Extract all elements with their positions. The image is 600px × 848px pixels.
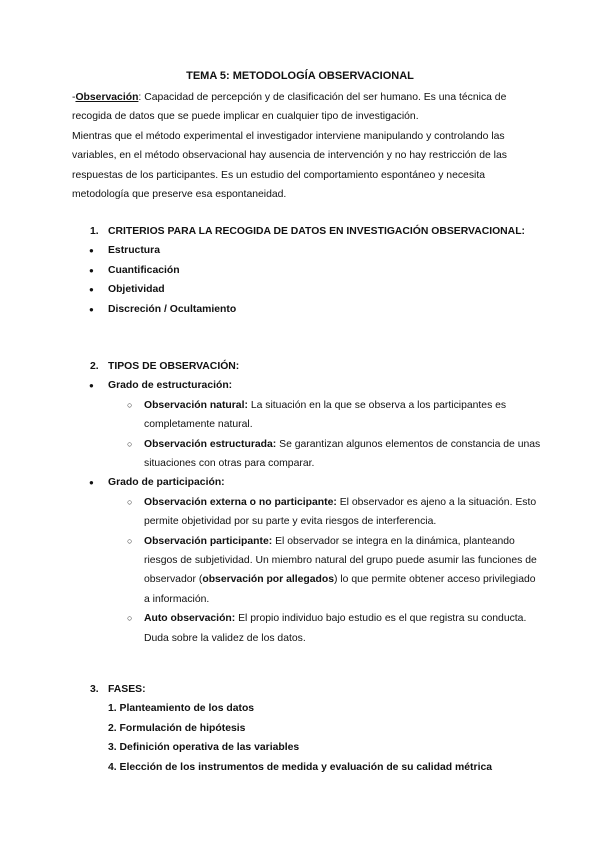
- list-item: 1. Planteamiento de los datos: [108, 703, 255, 715]
- section-criterios: [72, 222, 542, 319]
- intro-block: [72, 88, 532, 204]
- intro-term: Observación: [75, 92, 139, 103]
- section-tipos: [72, 357, 542, 648]
- list-item: 4. Elección de los instrumentos de medida y evaluación de su calidad métrica: [108, 761, 493, 773]
- section-3-heading: 3. FASES:: [90, 684, 146, 695]
- list-item: ○ Observación externa o no participante: El observador es ajeno a la situación. Esto permite objetividad por su parte y evita riesgos de interferencia.: [72, 493, 542, 532]
- list-item: ○ Observación participante: El observador se integra en la dinámica, planteando riesgos de subjetividad. Un miembro natural del grupo puede asumir las funciones de observador (observación por allegados) lo que permite obtener acceso privilegiado a información.: [72, 532, 542, 610]
- list-item: 2. Formulación de hipótesis: [108, 722, 246, 734]
- document-title: TEMA 5: METODOLOGÍA OBSERVACIONAL: [186, 70, 414, 82]
- intro-definition: -Observación: Capacidad de percepción y de clasificación del ser humano. Es una técnica de recogida de datos que se puede implicar en cualquier tipo de investigación.: [72, 92, 507, 123]
- list-item: 3. Definición operativa de las variables: [108, 742, 300, 754]
- group-label: ● Grado de estructuración:: [72, 376, 542, 395]
- list-item: ● Estructura: [72, 241, 542, 260]
- section-2-heading: 2. TIPOS DE OBSERVACIÓN:: [90, 361, 240, 372]
- list-item: ○ Auto observación: El propio individuo bajo estudio es el que registra su conducta. Duda sobre la validez de los datos.: [72, 609, 542, 648]
- section-fases: [72, 680, 542, 777]
- intro-paragraph: Mientras que el método experimental el investigador interviene manipulando y controlando las variables, en el método observacional hay ausencia de intervención y no hay restricción de las respuestas de los participantes. Es un estudio del comportamiento espontáneo y necesita metodología que preserve esa espontaneidad.: [72, 130, 507, 201]
- group-label: ● Grado de participación:: [72, 473, 542, 492]
- list-item: ○ Observación natural: La situación en la que se observa a los participantes es completamente natural.: [72, 396, 542, 435]
- list-item: ● Cuantificación: [72, 261, 542, 280]
- section-1-heading: 1. CRITERIOS PARA LA RECOGIDA DE DATOS EN INVESTIGACIÓN OBSERVACIONAL:: [90, 226, 525, 237]
- list-item: ○ Observación estructurada: Se garantizan algunos elementos de constancia de unas situaciones con otras para comparar.: [72, 435, 542, 474]
- list-item: ● Discreción / Ocultamiento: [72, 300, 542, 319]
- list-item: ● Objetividad: [72, 280, 542, 299]
